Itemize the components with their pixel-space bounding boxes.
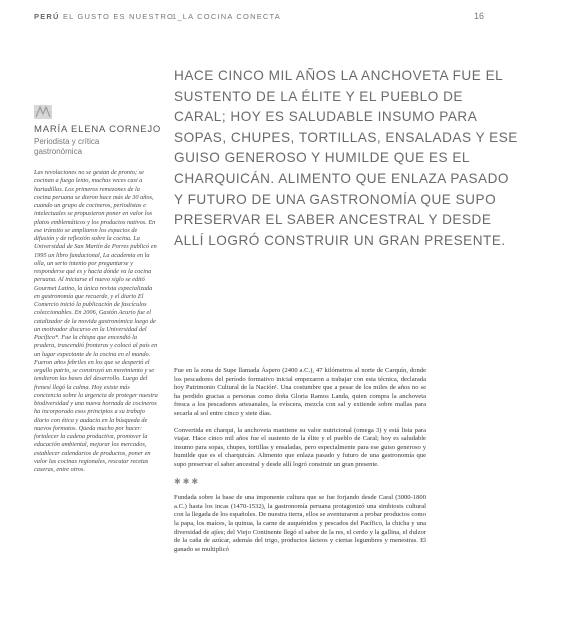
section-title-rest: EL GUSTO ES NUESTRO <box>62 12 175 21</box>
page-number: 16 <box>473 11 484 21</box>
sidebar-paragraph: Las revoluciones no se gestan de pronto; se cocinan a fuego lento, muchas veces casi a hurtadillas. Los primeros remezones de la cocina peruana se dieron hace más de 30 años, cuando un grupo de cocineros, periodistas e intelectuales se propusieron poner en valor los platos emblemáticos y los productos nativos. En ese tránsito se ampliaron los espacios de difusión y de reflexión sobre la cocina. La Universidad de San Martín de Porres publicó en 1995 un libro fundacional, La academia en la olla, un serio intento por preguntarse y responderse qué es y hacia dónde va la cocina peruana. Al iniciarse el nuevo siglo se editó Gourmet Latino, la única revista especializada en gastronomía que recuerde, y el diario El Comercio inició la publicación de fascículos coleccionables. En 2006, Gastón Acurio fue el catalizador de la movida gastronómica luego de un motivador discurso en la Universidad del Pacífico*. Fue la chispa que encendió la pradera, trascendió fronteras y colocó al país en un lugar expectante de la cocina en el mundo. Fueron años febriles en los que se despertó el orgullo patrio, se construyó un movimiento y se tendieron las bases del desarrollo. Luego del frenesí llegó la calma. Hoy existe más conciencia sobre la urgencia de proteger nuestra biodiversidad y una nueva hornada de cocineros ha incorporado esos principios a su trabajo diario con ética y audacia en la búsqueda de nuevos formatos. Queda mucho por hacer: fortalecer la cadena productiva, promover la educación ambiental, mejorar los mercados, establecer calendarios de productos, poner en valor las cocinas regionales, rescatar recetas caseras, entre otros. <box>34 169 158 473</box>
body-paragraph-2: Convertida en charqui, la anchoveta mantiene su valor nutricional (omega 3) y está lista para viajar. Hace cinco mil años fue el sustento de la élite y el pueblo de Caral; hoy es saludable insumo para sopas, chupes, tortillas y ensaladas, pero especialmente para ese guiso generoso y humilde que es el charquicán. Alimento que enlaza pasado y futuro de una gastronomía que supo preservar el saber ancestral y desde allí logró construir un gran presente. <box>174 426 426 468</box>
author-role: Periodista y crítica gastronómica <box>34 137 100 156</box>
body-paragraph-1: Fue en la zona de Supe llamada Áspero (2400 a.C.), 47 kilómetros al norte de Carquín, donde los pescadores del período formativo inicial empezaron a trabajar con esta técnica, declarada hoy Patrimonio Cultural de la Nación¹. Una costumbre que a pesar de los miles de años no se ha perdido gracias a personas como doña Gloria Ramos Landa, quien compra la anchoveta fresca a los pescadores artesanales, la evíscera, mezcla con sal y extiende sobre mallas para secarla al sol entre cinco y siete días. <box>174 367 426 417</box>
section-title-bold: PERÚ <box>34 12 60 21</box>
author-mark-icon <box>34 105 52 119</box>
section-title <box>34 12 174 21</box>
sidebar-column <box>34 169 158 474</box>
article-body <box>174 367 426 562</box>
chapter-title: 1_LA COCINA CONECTA <box>172 12 281 21</box>
body-paragraph-3: Fundada sobre la base de una imponente cultura que se fue forjando desde Caral (3000-1800 a.C.) hasta los incas (1470-1532), la gastronomía peruana protagonizó una simbiosis cultural con la llegada de los españoles. De nuestra tierra, ellos se aventuraron a probar productos como la papa, los maíces, la quinua, la carne de auquénidos y pescados del Pacífico, la chicha y una diversidad de ajíes; del Viejo Continente llegó el sabor de la res, el cerdo y la gallina, el dulzor de la caña de azúcar, además del trigo, productos lácteos y ciertas legumbres y menestras. El ganado se multiplicó <box>174 494 426 553</box>
running-header <box>0 12 562 26</box>
pull-quote-headline: HACE CINCO MIL AÑOS LA ANCHOVETA FUE EL SUSTENTO DE LA ÉLITE Y EL PUEBLO DE CARAL; HOY ES SALUDABLE INSUMO PARA SOPAS, CHUPES, TORTILLAS, ENSALADAS Y ESE GUISO GENEROSO Y HUMILDE QUE ES EL CHARQUICÁN. ALIMENTO QUE ENLAZA PASADO Y FUTURO DE UNA GASTRONOMÍA QUE SUPO PRESERVAR EL SABER ANCESTRAL Y DESDE ALLÍ LOGRÓ CONSTRUIR UN GRAN PRESENTE. <box>174 68 518 248</box>
section-separator: ✱✱✱ <box>174 476 201 486</box>
author-name: MARÍA ELENA CORNEJO <box>34 124 162 135</box>
